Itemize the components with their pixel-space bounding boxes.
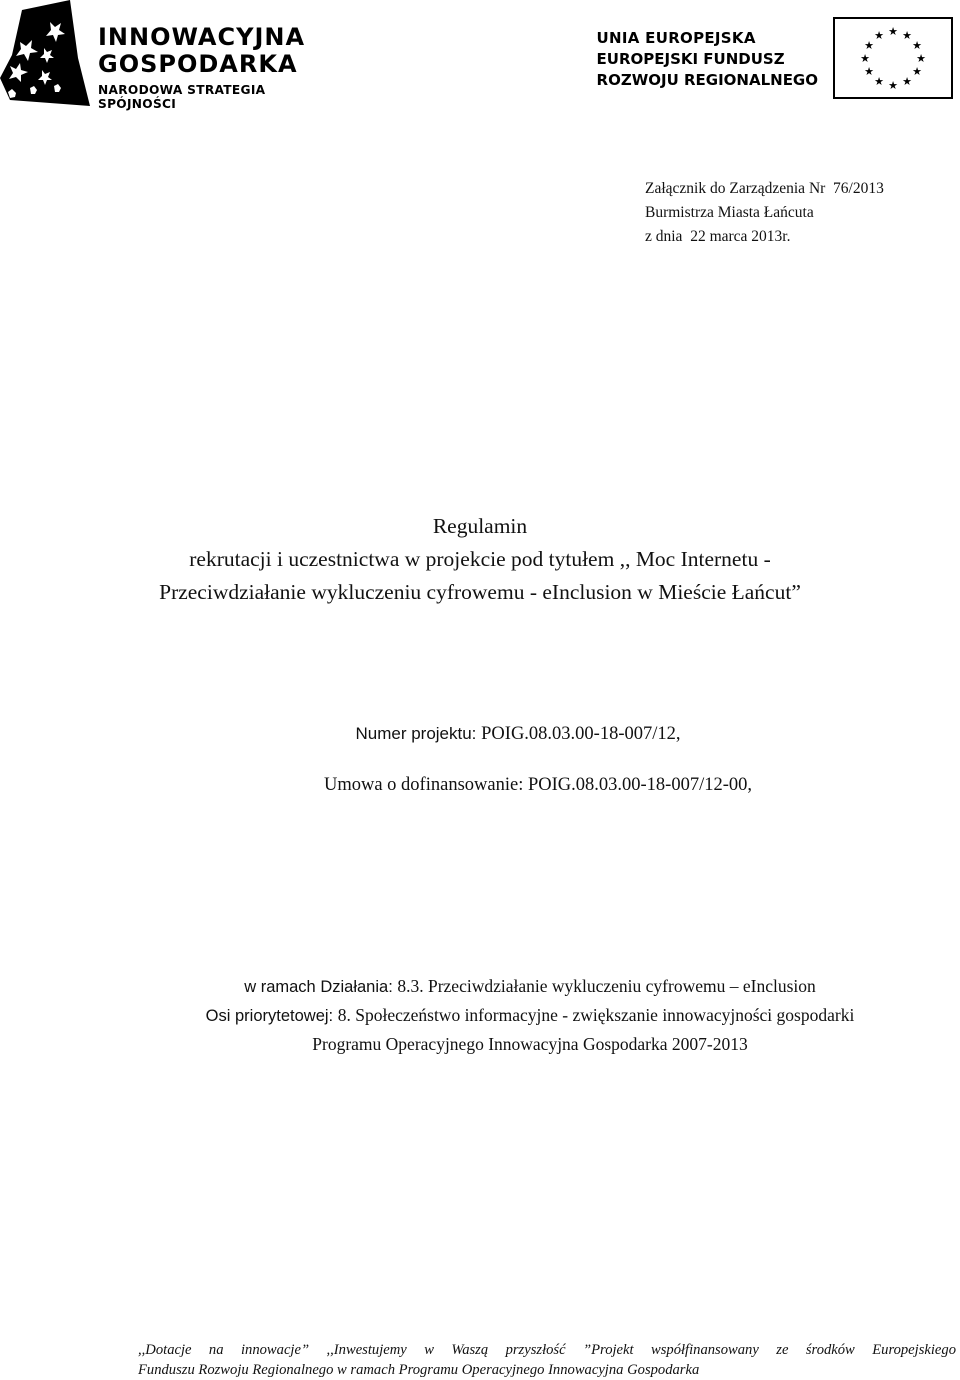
eu-fund-logo-text [597,28,818,91]
eu-logo-line1: UNIA EUROPEJSKA [596,29,756,47]
eu-logo-line2: EUROPEJSKI FUNDUSZ [596,50,785,68]
action-label: w ramach Działania: [244,978,398,996]
svg-text:★: ★ [874,75,884,88]
eu-flag-icon [833,17,953,99]
title-line3: Przeciwdziałanie wykluczeniu cyfrowemu - eInclusion w Mieście Łańcut” [159,580,801,604]
ig-star-mark-icon [0,0,90,106]
svg-text:★: ★ [864,65,874,78]
svg-text:★: ★ [888,25,898,38]
svg-text:★: ★ [912,39,922,52]
svg-text:★: ★ [874,29,884,42]
ig-logo-text [98,24,340,111]
axis-line [0,1001,960,1030]
title-line1: Regulamin [432,514,528,538]
svg-text:★: ★ [912,65,922,78]
svg-text:★: ★ [860,52,870,65]
ig-logo-line2: GOSPODARKA [98,50,298,78]
ig-logo-line1: INNOWACYJNA [98,23,306,51]
title-line2: rekrutacji i uczestnictwa w projekcie pod tytułem ,, Moc Internetu - [189,547,771,571]
project-number [0,724,960,745]
innowacyjna-gospodarka-logo [0,0,340,110]
annex-line1: Załącznik do Zarządzenia Nr 76/2013 [645,180,884,197]
svg-text:★: ★ [888,79,898,92]
project-number-value: POIG.08.03.00-18-007/12, [481,724,681,744]
svg-text:★: ★ [902,29,912,42]
annex-note [645,177,884,249]
annex-line2: Burmistrza Miasta Łańcuta [645,204,814,221]
programme-scope [0,972,960,1058]
svg-text:★: ★ [864,39,874,52]
document-title [40,510,920,609]
axis-value: 8. Społeczeństwo informacyjne - zwiększanie innowacyjności gospodarki [337,1005,855,1025]
svg-text:★: ★ [916,52,926,65]
footer-line2: Funduszu Rozwoju Regionalnego w ramach Programu Operacyjnego Innowacyjna Gospodarka [138,1362,700,1378]
funding-agreement [0,775,960,796]
footer-note [138,1340,956,1380]
ig-logo-subtitle: NARODOWA STRATEGIA SPÓJNOŚCI [98,83,266,111]
svg-text:★: ★ [902,75,912,88]
agreement-label: Umowa o dofinansowanie: [323,775,528,795]
footer-line1: ,,Dotacje na innowacje” ,,Inwestujemy w Waszą przyszłość ”Projekt współfinansowany ze środków Europejskiego [138,1342,956,1358]
programme-line: Programu Operacyjnego Innowacyjna Gospodarka 2007-2013 [312,1034,748,1054]
action-value: 8.3. Przeciwdziałanie wykluczeniu cyfrowemu – eInclusion [397,976,816,996]
annex-line3: z dnia 22 marca 2013r. [645,228,791,245]
project-number-label: Numer projektu: [355,724,482,743]
agreement-value: POIG.08.03.00-18-007/12-00, [527,775,753,795]
eu-logo-line3: ROZWOJU REGIONALNEGO [596,71,818,89]
action-line [0,972,960,1001]
axis-label: Osi priorytetowej: [205,1007,338,1025]
